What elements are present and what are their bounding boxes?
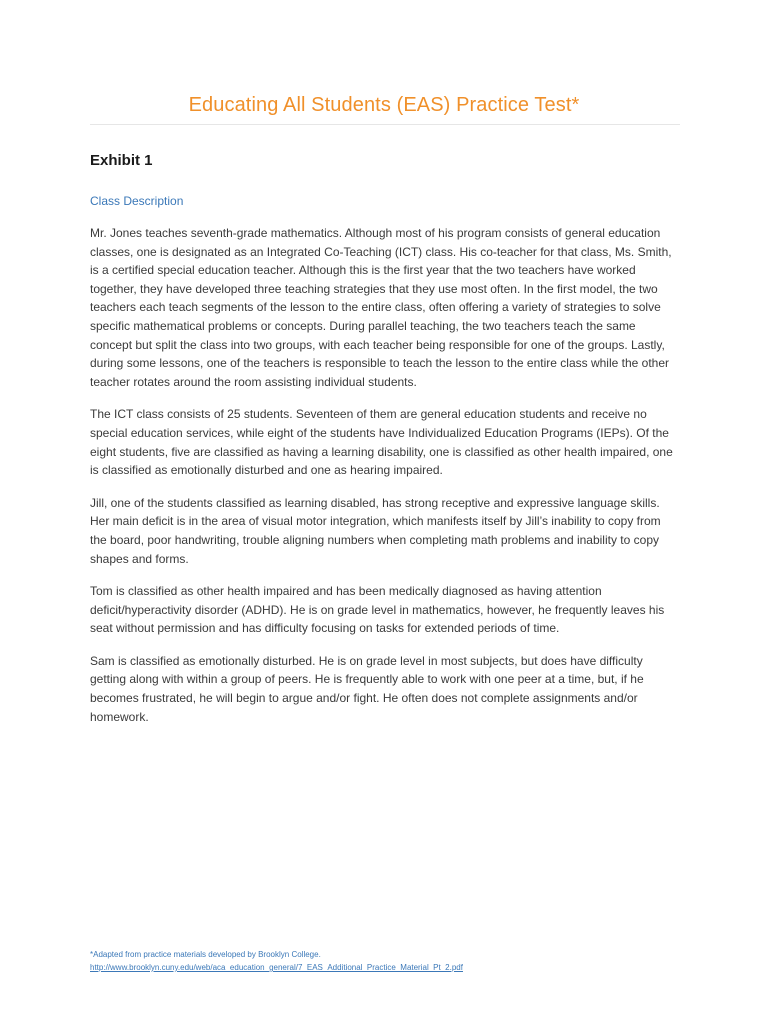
section-heading: Class Description [90, 194, 184, 208]
paragraph-class-overview: Mr. Jones teaches seventh-grade mathematics. Although most of his program consists of general education classes, one is designated as an Integrated Co-Teaching (ICT) class. His co-teacher for that class, Ms. Smith, is a certified special education teacher. Although this is the first year that the two teachers have worked together, they have developed three teaching strategies that they use most often. In the first model, the two teachers each teach segments of the lesson to the entire class, often offering a variety of strategies to solve specific mathematical problems or concepts. During parallel teaching, the two teachers teach the same concept but split the class into two groups, with each teacher being responsible for one of the groups. Lastly, during some lessons, one of the teachers is responsible to teach the lesson to the entire class while the other teacher rotates around the room assisting individual students. [90, 226, 672, 389]
paragraph-jill: Jill, one of the students classified as learning disabled, has strong receptive and expressive language skills. Her main deficit is in the area of visual motor integration, which manifests itself by Jill’s inability to copy from the board, poor handwriting, trouble aligning numbers when completing math problems and inability to copy shapes and forms. [90, 495, 661, 566]
paragraph-sam: Sam is classified as emotionally disturbed. He is on grade level in most subjects, but does have difficulty getting along with within a group of peers. He is frequently able to work with one peer at a time, but, if he becomes frustrated, he will begin to argue and/or fight. He often does not complete assignments and/or homework. [90, 653, 644, 724]
document-body [90, 224, 680, 740]
paragraph-class-composition: The ICT class consists of 25 students. Seventeen of them are general education students and receive no special education services, while eight of the students have Individualized Education Programs (IEPs). Of the eight students, five are classified as having a learning disability, one is classified as other health impaired, one is classified as emotionally disturbed and one as hearing impaired. [90, 407, 673, 478]
paragraph-tom: Tom is classified as other health impaired and has been medically diagnosed as having attention deficit/hyperactivity disorder (ADHD). He is on grade level in mathematics, however, he frequently leaves his seat without permission and has difficulty focusing on tasks for extended periods of time. [90, 584, 665, 636]
exhibit-label: Exhibit 1 [90, 152, 153, 169]
footnote [90, 948, 690, 974]
footnote-note: *Adapted from practice materials developed by Brooklyn College. [90, 950, 321, 959]
document-title: Educating All Students (EAS) Practice Test* [188, 94, 580, 116]
footnote-link[interactable]: http://www.brooklyn.cuny.edu/web/aca_education_general/7_EAS_Additional_Practice_Material_Pt_2.pdf [90, 963, 463, 972]
title-divider [90, 124, 680, 125]
